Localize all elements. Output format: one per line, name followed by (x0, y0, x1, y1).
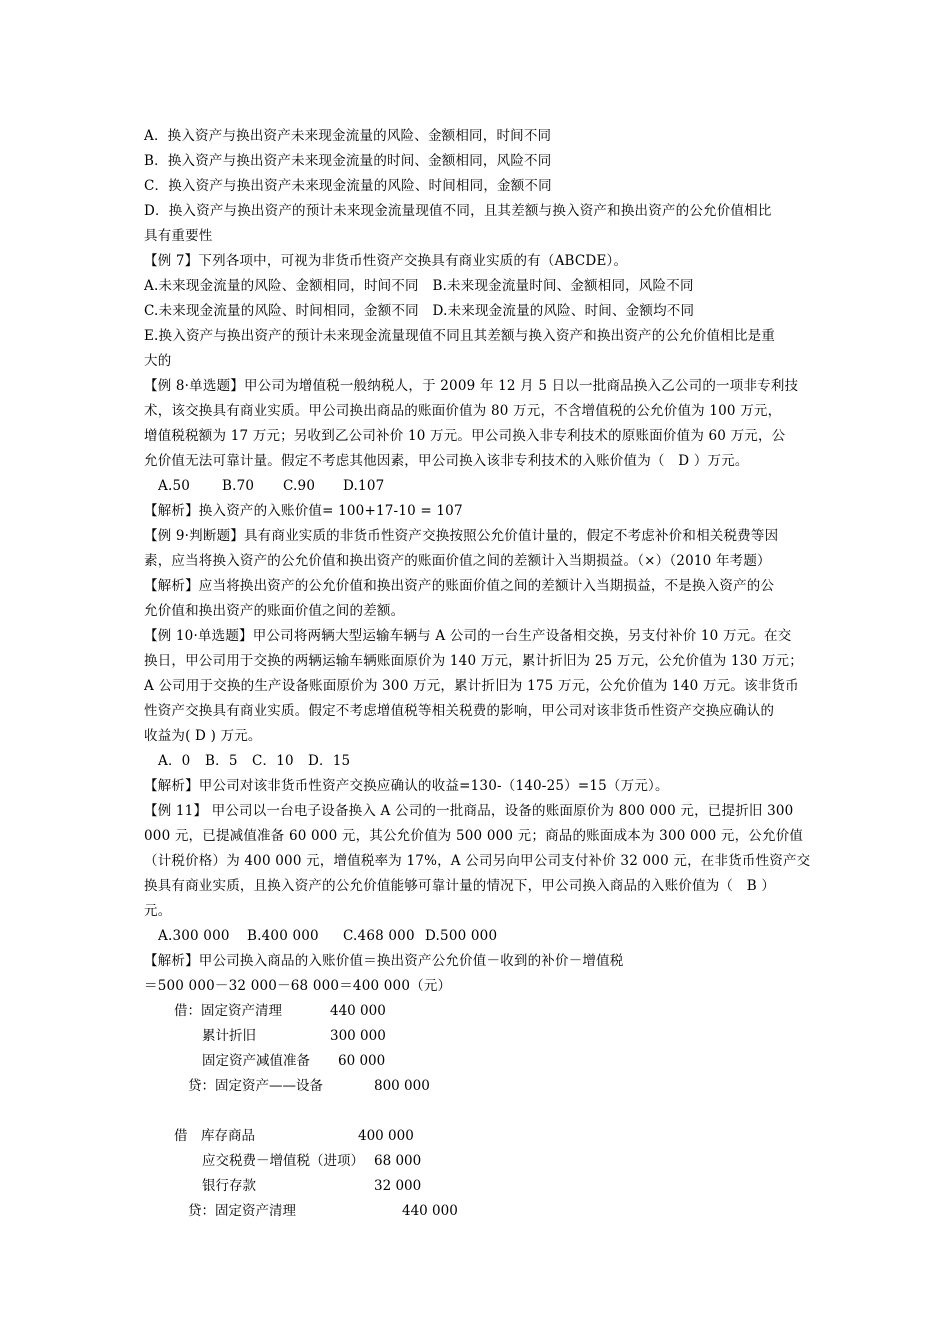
journal-entry-1 (144, 999, 820, 1099)
example-10-options (144, 749, 820, 774)
analysis-example-11 (144, 949, 820, 999)
text-line: A.未来现金流量的风险、金额相同，时间不同 B.未来现金流量时间、金额相同，风险不同 (144, 278, 694, 294)
text-line: 性资产交换具有商业实质。假定不考虑增值税等相关税费的影响，甲公司对该非货币性资产交换应确认的 (144, 703, 775, 719)
text-line: 【例 7】下列各项中，可视为非货币性资产交换具有商业实质的有（ABCDE）。 (144, 253, 628, 269)
text-line: C.未来现金流量的风险、时间相同，金额不同 D.未来现金流量的风险、时间、金额均不同 (144, 303, 695, 319)
journal-line: 银行存款 32 000 (202, 1178, 422, 1194)
example-11-options (144, 924, 820, 949)
option-b: B.70 (222, 478, 255, 494)
journal-line: 贷：固定资产清理 440 000 (188, 1203, 458, 1219)
option-a: A．0 (158, 753, 191, 769)
text-line: E.换入资产与换出资产的预计未来现金流量现值不同且其差额与换入资产和换出资产的公允价值相比是重 (144, 328, 776, 344)
spacer (144, 1099, 820, 1124)
text-line: 收益为( D ) 万元。 (144, 728, 262, 744)
text-line: 换具有商业实质，且换入资产的公允价值能够可靠计量的情况下，甲公司换入商品的入账价值为（ B ） (144, 878, 776, 894)
journal-line: 累计折旧 300 000 (202, 1028, 386, 1044)
document-page (144, 124, 820, 1224)
journal-line: 借：固定资产清理 440 000 (174, 1003, 386, 1019)
text-line: 允价值无法可靠计量。假定不考虑其他因素，甲公司换入该非专利技术的入账价值为（ D ）万元。 (144, 453, 749, 469)
journal-line: 贷：固定资产——设备 800 000 (188, 1078, 430, 1094)
text-line: 具有重要性 (144, 228, 213, 244)
text-line: B．换入资产与换出资产未来现金流量的时间、金额相同，风险不同 (144, 153, 552, 169)
text-line: 【例 10·单选题】甲公司将两辆大型运输车辆与 A 公司的一台生产设备相交换，另支付补价 10 万元。在交 (144, 628, 792, 644)
text-line: 允价值和换出资产的账面价值之间的差额。 (144, 603, 405, 619)
text-line: ＝500 000－32 000－68 000＝400 000（元） (144, 978, 452, 994)
text-line: D．换入资产与换出资产的预计未来现金流量现值不同，且其差额与换入资产和换出资产的公允价值相比 (144, 203, 772, 219)
text-line: A．换入资产与换出资产未来现金流量的风险、金额相同，时间不同 (144, 128, 552, 144)
option-a: A.300 000 (158, 928, 230, 944)
text-line: 大的 (144, 353, 172, 369)
text-line: 【例 8·单选题】甲公司为增值税一般纳税人，于 2009 年 12 月 5 日以一批商品换入乙公司的一项非专利技 (144, 378, 799, 394)
option-c: C．10 (252, 753, 294, 769)
option-d: D.107 (343, 478, 385, 494)
option-b: B．5 (205, 753, 238, 769)
text-line: 【解析】换入资产的入账价值= 100+17-10 = 107 (144, 503, 463, 519)
option-a: A.50 (158, 478, 191, 494)
journal-entry-2 (144, 1124, 820, 1224)
text-line: 【例 9·判断题】具有商业实质的非货币性资产交换按照公允价值计量的，假定不考虑补价和相关税费等因 (144, 528, 779, 544)
text-line: 【解析】应当将换出资产的公允价值和换出资产的账面价值之间的差额计入当期损益，不是换入资产的公 (144, 578, 775, 594)
option-d: D．15 (308, 753, 351, 769)
text-line: （计税价格）为 400 000 元，增值税率为 17%，A 公司另向甲公司支付补价 32 000 元，在非货币性资产交 (144, 853, 811, 869)
text-line: 增值税税额为 17 万元；另收到乙公司补价 10 万元。甲公司换入非专利技术的原账面价值为 60 万元，公 (144, 428, 786, 444)
question-block-example-11 (144, 774, 820, 924)
journal-line: 借 库存商品 400 000 (174, 1128, 414, 1144)
journal-line: 固定资产减值准备 60 000 (202, 1053, 386, 1069)
text-line: 换日，甲公司用于交换的两辆运输车辆账面原价为 140 万元，累计折旧为 25 万元，公允价值为 130 万元； (144, 653, 803, 669)
option-c: C.468 000 (343, 928, 415, 944)
journal-line: 应交税费－增值税（进项） 68 000 (202, 1153, 422, 1169)
text-line: 000 元，已提减值准备 60 000 元，其公允价值为 500 000 元；商品的账面成本为 300 000 元，公允价值 (144, 828, 804, 844)
question-block-example-9-10 (144, 499, 820, 749)
text-line: 【解析】甲公司对该非货币性资产交换应确认的收益=130-（140-25）=15（万元）。 (144, 778, 669, 794)
question-block-options-and-example-7-8 (144, 124, 820, 474)
text-line: 素，应当将换入资产的公允价值和换出资产的账面价值之间的差额计入当期损益。（×）（2010 年考题） (144, 553, 771, 569)
text-line: 元。 (144, 903, 172, 919)
text-line: 术，该交换具有商业实质。甲公司换出商品的账面价值为 80 万元，不含增值税的公允价值为 100 万元， (144, 403, 782, 419)
text-line: A 公司用于交换的生产设备账面原价为 300 万元，累计折旧为 175 万元，公允价值为 140 万元。该非货币 (144, 678, 799, 694)
text-line: 【解析】甲公司换入商品的入账价值＝换出资产公允价值－收到的补价－增值税 (144, 953, 624, 969)
option-c: C.90 (283, 478, 316, 494)
text-line: 【例 11】 甲公司以一台电子设备换入 A 公司的一批商品，设备的账面原价为 800 000 元，已提折旧 300 (144, 803, 794, 819)
option-b: B.400 000 (247, 928, 319, 944)
option-d: D.500 000 (425, 928, 498, 944)
example-8-options (144, 474, 820, 499)
text-line: C．换入资产与换出资产未来现金流量的风险、时间相同，金额不同 (144, 178, 552, 194)
